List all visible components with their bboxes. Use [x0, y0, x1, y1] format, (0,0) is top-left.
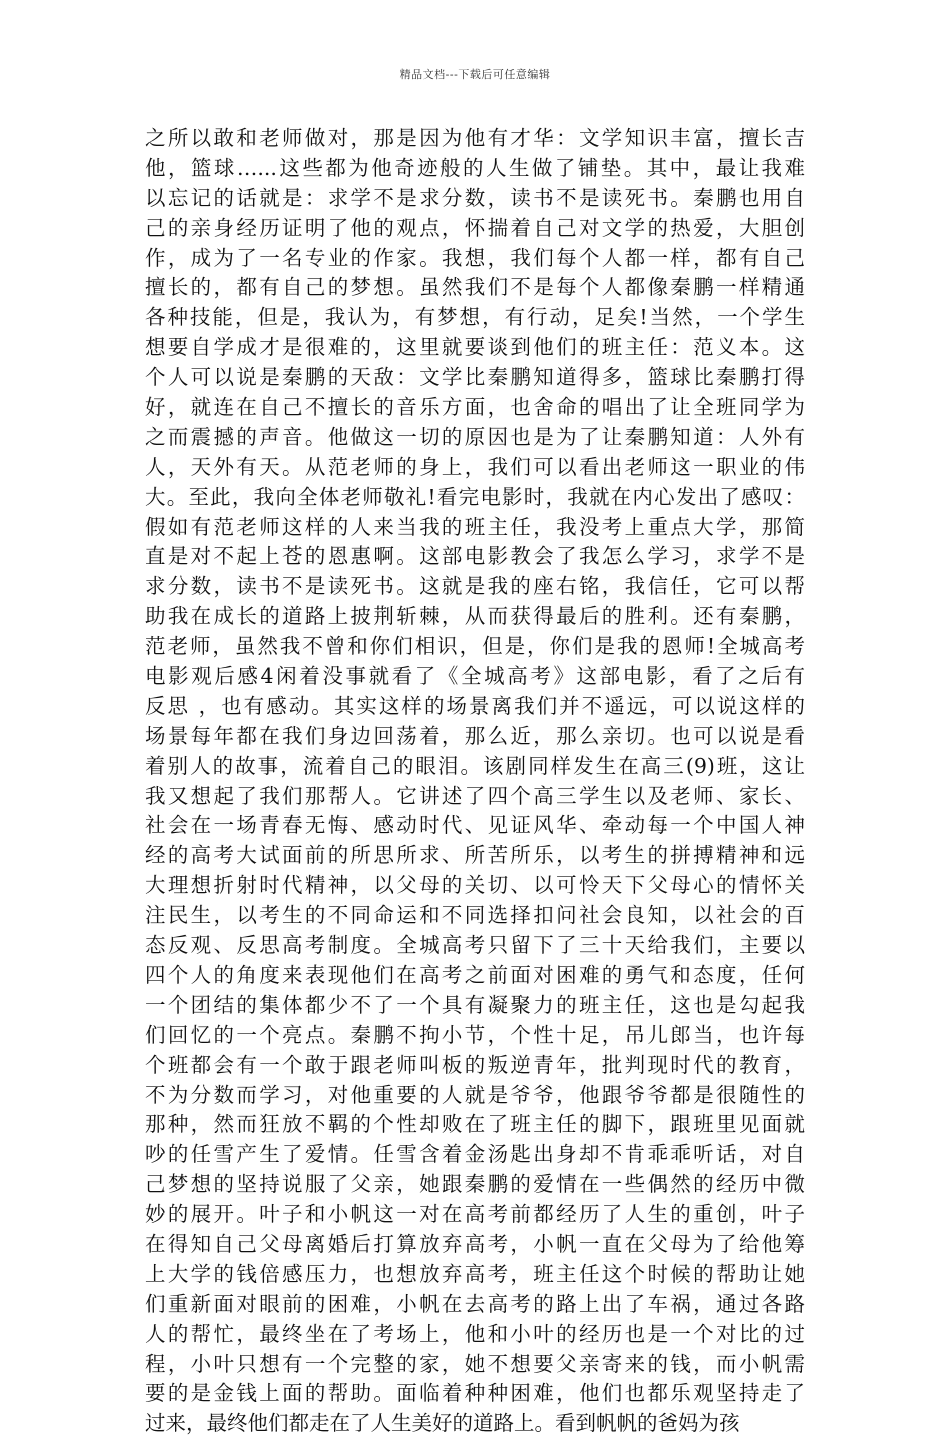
- text-line: 妙的展开。叶子和小帆这一对在高考前都经历了人生的重创，叶子: [145, 1202, 805, 1227]
- text-line: 个班都会有一个敢于跟老师叫板的叛逆青年，批判现时代的教育，: [145, 1052, 805, 1077]
- text-line: 好，就连在自己不擅长的音乐方面，也舍命的唱出了让全班同学为: [145, 395, 805, 420]
- text-line: 己梦想的坚持说服了父亲，她跟秦鹏的爱情在一些偶然的经历中微: [145, 1172, 805, 1197]
- text-line: 个人可以说是秦鹏的天敌：文学比秦鹏知道得多，篮球比秦鹏打得: [145, 365, 805, 390]
- text-line: 要的是金钱上面的帮助。面临着种种困难，他们也都乐观坚持走了: [145, 1381, 805, 1406]
- text-line: 范老师，虽然我不曾和你们相识，但是，你们是我的恩师!全城高考: [145, 634, 805, 659]
- text-line: 上大学的钱倍感压力，也想放弃高考，班主任这个时候的帮助让她: [145, 1261, 805, 1286]
- text-line: 作，成为了一名专业的作家。我想，我们每个人都一样，都有自己: [145, 245, 805, 270]
- text-line: 程，小叶只想有一个完整的家，她不想要父亲寄来的钱，而小帆需: [145, 1351, 805, 1376]
- text-line: 假如有范老师这样的人来当我的班主任，我没考上重点大学，那简: [145, 514, 805, 539]
- text-line: 态反观、反思高考制度。全城高考只留下了三十天给我们，主要以: [145, 933, 805, 958]
- document-body: [145, 124, 805, 1439]
- text-line: 经的高考大试面前的所思所求、所苦所乐，以考生的拼搏精神和远: [145, 843, 805, 868]
- text-line: 大理想折射时代精神，以父母的关切、以可怜天下父母心的情怀关: [145, 873, 805, 898]
- text-line: 我又想起了我们那帮人。它讲述了四个高三学生以及老师、家长、: [145, 783, 805, 808]
- text-line: 大。至此，我向全体老师敬礼!看完电影时，我就在内心发出了感叹：: [145, 484, 805, 509]
- text-line: 们重新面对眼前的困难，小帆在去高考的路上出了车祸，通过各路: [145, 1291, 805, 1316]
- text-line: 直是对不起上苍的恩惠啊。这部电影教会了我怎么学习，求学不是: [145, 544, 805, 569]
- text-line: 己的亲身经历证明了他的观点，怀揣着自己对文学的热爱，大胆创: [145, 215, 805, 240]
- text-line: 各种技能，但是，我认为，有梦想，有行动，足矣!当然，一个学生: [145, 305, 805, 330]
- text-line: 助我在成长的道路上披荆斩棘，从而获得最后的胜利。还有秦鹏，: [145, 604, 805, 629]
- text-line: 社会在一场青春无悔、感动时代、见证风华、牵动每一个中国人神: [145, 813, 805, 838]
- text-line: 场景每年都在我们身边回荡着，那么近，那么亲切。也可以说是看: [145, 723, 805, 748]
- text-line: 注民生，以考生的不同命运和不同选择扣问社会良知，以社会的百: [145, 903, 805, 928]
- text-line: 吵的任雪产生了爱情。任雪含着金汤匙出身却不肯乖乖听话，对自: [145, 1142, 805, 1167]
- text-line: 们回忆的一个亮点。秦鹏不拘小节，个性十足，吊儿郎当，也许每: [145, 1022, 805, 1047]
- text-line: 之所以敢和老师做对，那是因为他有才华：文学知识丰富，擅长吉: [145, 126, 805, 150]
- text-line: 以忘记的话就是：求学不是求分数，读书不是读死书。秦鹏也用自: [145, 185, 805, 210]
- text-line: 一个团结的集体都少不了一个具有凝聚力的班主任，这也是勾起我: [145, 992, 805, 1017]
- text-line: 反思 ，也有感动。其实这样的场景离我们并不遥远，可以说这样的: [145, 693, 805, 718]
- text-line: 擅长的，都有自己的梦想。虽然我们不是每个人都像秦鹏一样精通: [145, 275, 805, 300]
- text-line: 四个人的角度来表现他们在高考之前面对困难的勇气和态度，任何: [145, 962, 805, 987]
- text-line: 求分数，读书不是读死书。这就是我的座右铭，我信任，它可以帮: [145, 574, 805, 599]
- page-header: 精品文档---下载后可任意编辑: [399, 68, 551, 81]
- text-line: 之而震撼的声音。他做这一切的原因也是为了让秦鹏知道：人外有: [145, 424, 805, 449]
- text-line: 过来，最终他们都走在了人生美好的道路上。看到帆帆的爸妈为孩: [145, 1411, 740, 1436]
- text-line: 人，天外有天。从范老师的身上，我们可以看出老师这一职业的伟: [145, 454, 805, 479]
- text-line: 他，篮球…...这些都为他奇迹般的人生做了铺垫。其中，最让我难: [145, 155, 805, 180]
- text-line: 电影观后感4闲着没事就看了《全城高考》这部电影，看了之后有: [145, 664, 805, 689]
- text-line: 那种，然而狂放不羁的个性却败在了班主任的脚下，跟班里见面就: [145, 1112, 805, 1137]
- text-line: 不为分数而学习，对他重要的人就是爷爷，他跟爷爷都是很随性的: [145, 1082, 805, 1107]
- text-line: 着别人的故事，流着自己的眼泪。该剧同样发生在高三(9)班，这让: [145, 753, 805, 778]
- text-line: 在得知自己父母离婚后打算放弃高考，小帆一直在父母为了给他筹: [145, 1231, 805, 1256]
- text-line: 人的帮忙，最终坐在了考场上，他和小叶的经历也是一个对比的过: [145, 1321, 805, 1346]
- text-line: 想要自学成才是很难的，这里就要谈到他们的班主任：范义本。这: [145, 335, 805, 360]
